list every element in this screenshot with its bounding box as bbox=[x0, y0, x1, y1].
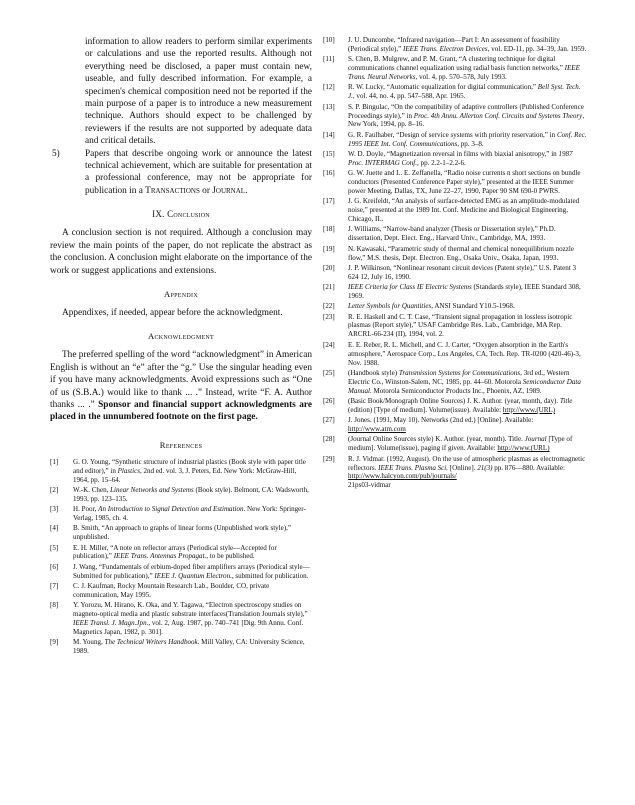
reference-number: [3] bbox=[50, 505, 59, 514]
reference-item bbox=[323, 169, 587, 196]
reference-text: M. Young, The Technical Writers Handbook. Mill Valley, CA: University Science, 1989. bbox=[73, 638, 305, 656]
reference-text: J. Williams, “Narrow-band analyzer (Thesis or Dissertation style),” Ph.D. dissertation, Dept. Elect. Eng., Harvard Univ., Cambridge, MA, 1993. bbox=[348, 225, 556, 243]
reference-text: (Handbook style) Transmission Systems for Communications, 3rd ed., Western Electric Co., Winston-Salem, NC, 1985, pp. 44–60. Motorola Semiconductor Data Manual. Motorola Semiconductor Products Inc., Phoenix, AZ, 1989. bbox=[348, 368, 581, 395]
reference-text: E. E. Reber, R. L. Michell, and C. J. Carter, “Oxygen absorption in the Earth's atmosphere,” Aerospace Corp., Los Angeles, CA, Tech. Rep. TR-0200 (420-46)-3, Nov. 1988. bbox=[348, 340, 581, 367]
reference-number: [2] bbox=[50, 485, 59, 494]
section-heading-conclusion: IX. Conclusion bbox=[152, 209, 210, 220]
reference-text: S. Chen, B. Mulgrew, and P. M. Grant, “A clustering technique for digital communications channel equalization using radial basis function networks,” IEEE Trans. Neural Networks, vol. 4, pp. 570–578, July 1993. bbox=[348, 55, 580, 82]
reference-item bbox=[50, 638, 312, 656]
reference-list-right bbox=[323, 36, 587, 490]
reference-item bbox=[323, 150, 587, 168]
reference-item bbox=[323, 245, 587, 263]
reference-item bbox=[50, 563, 312, 581]
reference-item bbox=[323, 369, 587, 396]
reference-text: J. P. Wilkinson, “Nonlinear resonant circuit devices (Patent style),” U.S. Patent 3 624 12, July 16, 1990. bbox=[348, 263, 576, 281]
section-heading-references: References bbox=[159, 439, 203, 450]
reference-number: [13] bbox=[323, 102, 335, 111]
reference-text: S. P. Bingulac, “On the compatibility of adaptive controllers (Published Conference Proceedings style),” in Proc. 4th Annu. Allerton Conf. Circuits and Systems Theory, New York, 1994, pp. 8–16. bbox=[348, 102, 585, 129]
list-item-number: 5) bbox=[52, 148, 60, 159]
reference-number: [7] bbox=[50, 581, 59, 590]
reference-text: (Basic Book/Monograph Online Sources) J. K. Author. (year, month, day). Title (edition) [Type of medium]. Volume(issue). Available: http://www.(URL) bbox=[348, 396, 573, 414]
reference-number: [28] bbox=[323, 435, 335, 444]
reference-number: [24] bbox=[323, 340, 335, 349]
reference-item bbox=[50, 601, 312, 637]
reference-item bbox=[323, 455, 587, 491]
reference-item bbox=[323, 55, 587, 82]
reference-text: R. E. Haskell and C. T. Case, “Transient signal propagation in lossless isotropic plasmas (Report style),” USAF Cambridge Res. Lab., Cambridge, MA Rep. ARCRL-66-234 (II), 1994, vol. 2. bbox=[348, 312, 573, 339]
reference-item bbox=[323, 36, 587, 54]
acknowledgment-paragraph: The preferred spelling of the word “acknowledgment” in American English is without an “e” after the “g.” Use the singular heading even if you have many acknowledgments. Avoid expressions such as “One of us (S.B.A.) would like to thank ... .” Instead, write “F. A. Author thanks ... .” Sponsor and financial support acknowledgments are placed in the unnumbered footnote on the first page. bbox=[50, 350, 313, 423]
list-item-text: Papers that describe ongoing work or announce the latest technical achievement, which are suitable for presentation at a professional conference, may not be appropriate for publication in a Transactions or Journal. bbox=[85, 148, 312, 196]
body-paragraph-continued: information to allow readers to perform similar experiments or calculations and use the reported results. Although not everything need be disclosed, a paper must contain new, useable, and fully described information. For example, a specimen's chemical composition need not be reported if the main purpose of a paper is to introduce a new measurement technique. Authors should expect to be challenged by reviewers if the results are not supported by adequate data and critical details. bbox=[85, 37, 312, 147]
reference-item bbox=[323, 313, 587, 340]
reference-number: [11] bbox=[323, 55, 335, 64]
reference-text: Y. Yorozu, M. Hirano, K. Oka, and Y. Tagawa, “Electron spectroscopy studies on magneto-optical media and plastic substrate interfaces(Translation Journals style),” IEEE Transl. J. Magn.Jpn., vol. 2, Aug. 1987, pp. 740–741 [Dig. 9th Annu. Conf. Magnetics Japan, 1982, p. 301]. bbox=[73, 601, 308, 636]
list-item-5 bbox=[50, 148, 312, 198]
section-heading-appendix: Appendix bbox=[164, 288, 198, 299]
reference-item bbox=[50, 505, 312, 523]
reference-text: W. D. Doyle, “Magnetization reversal in films with biaxial anisotropy,” in 1987 Proc. INTERMAG Conf., pp. 2.2-1–2.2-6. bbox=[348, 149, 573, 167]
reference-number: [15] bbox=[323, 149, 335, 158]
reference-item bbox=[323, 225, 587, 243]
reference-item bbox=[50, 458, 312, 485]
reference-text: R. J. Vidmar. (1992, August). On the use of atmospheric plasmas as electromagnetic reflectors. IEEE Trans. Plasma Sci. [Online]. 21(3) pp. 876—880. Available: http://www.halcyon.com/pub/journals/ 21ps03-vidmar bbox=[348, 454, 586, 490]
reference-item bbox=[323, 83, 587, 101]
reference-item bbox=[323, 264, 587, 282]
reference-number: [19] bbox=[323, 244, 335, 253]
reference-item bbox=[50, 544, 312, 562]
reference-number: [27] bbox=[323, 416, 335, 425]
reference-text: J. G. Kreifeldt, “An analysis of surface-detected EMG as an amplitude-modulated noise,” presented at the 1989 Int. Conf. Medicine and Biological Engineering, Chicago, IL. bbox=[348, 197, 580, 224]
reference-link[interactable]: http://www.(URL) bbox=[502, 405, 556, 414]
reference-number: [20] bbox=[323, 263, 335, 272]
reference-number: [16] bbox=[323, 169, 335, 178]
reference-number: [21] bbox=[323, 283, 335, 292]
reference-number: [14] bbox=[323, 130, 335, 139]
reference-number: [26] bbox=[323, 396, 335, 405]
reference-item bbox=[323, 197, 587, 224]
reference-link[interactable]: http://www.halcyon.com/pub/journals/ bbox=[348, 472, 457, 481]
left-column bbox=[50, 36, 312, 657]
reference-number: [22] bbox=[323, 302, 335, 311]
reference-item bbox=[323, 302, 587, 311]
reference-item bbox=[50, 524, 312, 542]
reference-number: [17] bbox=[323, 197, 335, 206]
reference-item bbox=[323, 283, 587, 301]
reference-item bbox=[323, 131, 587, 149]
reference-text: B. Smith, “An approach to graphs of linear forms (Unpublished work style),” unpublished. bbox=[73, 524, 292, 542]
reference-number: [18] bbox=[323, 225, 335, 234]
reference-text: G. R. Faulhaber, “Design of service systems with priority reservation,” in Conf. Rec. 1995 IEEE Int. Conf. Communications, pp. 3–8. bbox=[348, 130, 587, 148]
reference-text: W.-K. Chen, Linear Networks and Systems (Book style). Belmont, CA: Wadsworth, 1993, pp. 123–135. bbox=[73, 485, 309, 503]
reference-item bbox=[50, 486, 312, 504]
reference-text: N. Kawasaki, “Parametric study of thermal and chemical nonequilibrium nozzle flow,” M.S. thesis, Dept. Electron. Eng., Osaka Univ., Osaka, Japan, 1993. bbox=[348, 244, 575, 262]
reference-text: R. W. Lucky, “Automatic equalization for digital communication,” Bell Syst. Tech. J., vol. 44, no. 4, pp. 547–588, Apr. 1965. bbox=[348, 83, 581, 101]
reference-text: J. Jones. (1991, May 10). Networks (2nd ed.) [Online]. Available: http://www.atm.com bbox=[348, 416, 534, 434]
reference-text: J. U. Duncombe, “Infrared navigation—Part I: An assessment of feasibility (Periodical style),” IEEE Trans. Electron Devices, vol. ED-11, pp. 34–39, Jan. 1959. bbox=[348, 36, 587, 53]
reference-item bbox=[50, 582, 312, 600]
reference-number: [6] bbox=[50, 562, 59, 571]
reference-text: G. O. Young, “Synthetic structure of industrial plastics (Book style with paper title and editor),” in Plastics, 2nd ed. vol. 3, J. Peters, Ed. New York: McGraw-Hill, 1964, pp. 15–64. bbox=[73, 457, 306, 484]
reference-text: J. Wang, “Fundamentals of erbium-doped fiber amplifiers arrays (Periodical style—Submitted for publication),” IEEE J. Quantum Electron., submitted for publication. bbox=[73, 562, 310, 580]
reference-number: [10] bbox=[323, 36, 335, 44]
reference-item bbox=[323, 397, 587, 415]
reference-number: [4] bbox=[50, 524, 59, 533]
reference-number: [25] bbox=[323, 368, 335, 377]
conclusion-paragraph: A conclusion section is not required. Although a conclusion may review the main points of the paper, do not replicate the abstract as the conclusion. A conclusion might elaborate on the importance of the work or suggest applications and extensions. bbox=[50, 228, 312, 276]
reference-item bbox=[323, 103, 587, 130]
reference-number: [8] bbox=[50, 601, 59, 610]
reference-number: [23] bbox=[323, 312, 335, 321]
reference-link[interactable]: http://www.(URL) bbox=[497, 444, 550, 453]
reference-number: [12] bbox=[323, 83, 335, 92]
reference-item bbox=[323, 416, 587, 434]
reference-text: Letter Symbols for Quantities, ANSI Standard Y10.5-1968. bbox=[348, 302, 515, 311]
reference-item bbox=[323, 341, 587, 368]
reference-text: C. J. Kaufman, Rocky Mountain Research Lab., Boulder, CO, private communication, May 1995. bbox=[73, 581, 270, 599]
reference-number: [29] bbox=[323, 454, 335, 463]
right-column bbox=[323, 36, 587, 492]
reference-text: (Journal Online Sources style) K. Author. (year, month). Title. Journal [Type of medium]. Volume(issue), paging if given. Available: http://www.(URL) bbox=[348, 435, 573, 453]
reference-list-left bbox=[50, 458, 312, 656]
reference-number: [9] bbox=[50, 638, 59, 647]
reference-text: H. Poor, An Introduction to Signal Detection and Estimation. New York: Springer-Verlag, 1985, ch. 4. bbox=[73, 505, 306, 523]
reference-number: [5] bbox=[50, 543, 59, 552]
reference-item bbox=[323, 435, 587, 453]
section-heading-acknowledgment: Acknowledgment bbox=[147, 331, 215, 342]
reference-text: E. H. Miller, “A note on reflector arrays (Periodical style—Accepted for publication),” IEEE Trans. Antennas Propagat., to be published. bbox=[73, 543, 277, 561]
reference-number: [1] bbox=[50, 457, 59, 466]
reference-text: IEEE Criteria for Class IE Electric Systems (Standards style), IEEE Standard 308, 1969. bbox=[348, 283, 581, 300]
reference-link[interactable]: http://www.atm.com bbox=[348, 425, 406, 434]
reference-text: G. W. Juette and L. E. Zeffanella, “Radio noise currents n short sections on bundle conductors (Presented Conference Paper style),” presented at the IEEE Summer power Meeting, Dallas, TX, June 22–27, 1990, Paper 90 SM 690-0 PWRS. bbox=[348, 169, 581, 196]
appendix-paragraph: Appendixes, if needed, appear before the acknowledgment. bbox=[62, 307, 283, 318]
